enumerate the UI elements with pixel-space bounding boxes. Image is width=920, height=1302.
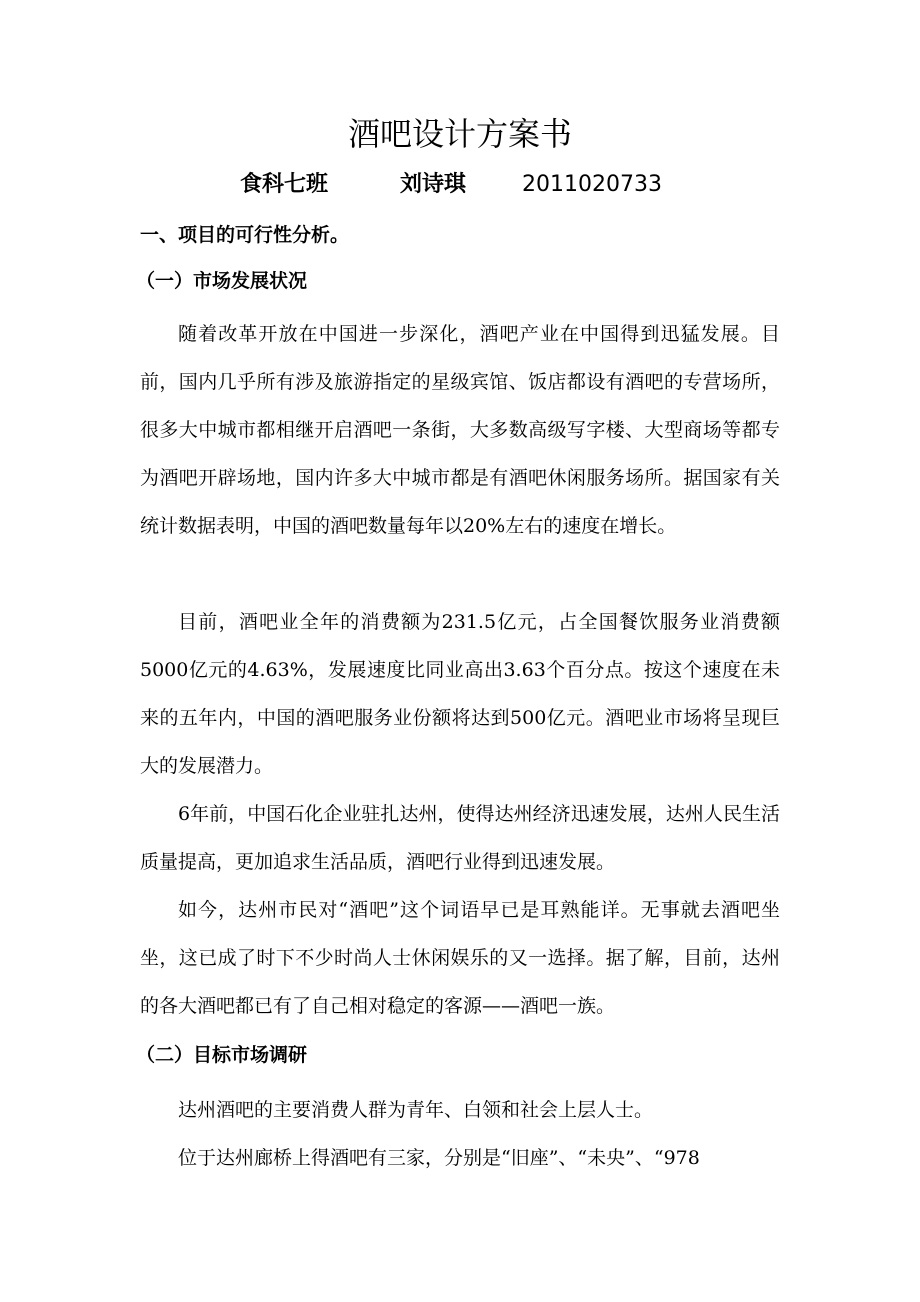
- paragraph-industry-growth: 随着改革开放在中国进一步深化，酒吧产业在中国得到迅猛发展。目前，国内几乎所有涉及旅游指定的星级宾馆、饭店都设有酒吧的专营场所，很多大中城市都相继开启酒吧一条街，大多数高级写字楼、大型商场等都专为酒吧开辟场地，国内许多大中城市都是有酒吧休闲服务场所。据国家有关统计数据表明，中国的酒吧数量每年以20%左右的速度在增长。: [140, 323, 780, 537]
- document-title: 酒吧设计方案书: [347, 115, 572, 153]
- byline-class: 食科七班: [240, 172, 329, 197]
- byline-author: 刘诗琪: [400, 172, 467, 197]
- paragraph-dazhou-economy: 6年前，中国石化企业驻扎达州，使得达州经济迅速发展，达州人民生活质量提高，更加追求生活品质，酒吧行业得到迅速发展。: [140, 803, 780, 873]
- subsection-heading-market-status: （一）市场发展状况: [136, 270, 308, 292]
- subsection-heading-target-market: （二）目标市场调研: [136, 1044, 308, 1066]
- paragraph-target-consumers: 达州酒吧的主要消费人群为青年、白领和社会上层人士。: [178, 1099, 654, 1121]
- byline-student-id: 2011020733: [522, 172, 662, 197]
- section-heading-feasibility: 一、项目的可行性分析。: [140, 224, 350, 246]
- paragraph-dazhou-bar-culture: 如今，达州市民对“酒吧”这个词语早已是耳熟能详。无事就去酒吧坐坐，这已成了时下不少时尚人士休闲娱乐的又一选择。据了解，目前，达州的各大酒吧都已有了自己相对稳定的客源——酒吧一族。: [140, 899, 780, 1017]
- paragraph-competitors: 位于达州廊桥上得酒吧有三家，分别是“旧座”、“未央”、“978: [178, 1147, 700, 1169]
- paragraph-consumption-figures: 目前，酒吧业全年的消费额为231.5亿元，占全国餐饮服务业消费额5000亿元的4.63%，发展速度比同业高出3.63个百分点。按这个速度在未来的五年内，中国的酒吧服务业份额将达到500亿元。酒吧业市场将呈现巨大的发展潜力。: [140, 611, 780, 777]
